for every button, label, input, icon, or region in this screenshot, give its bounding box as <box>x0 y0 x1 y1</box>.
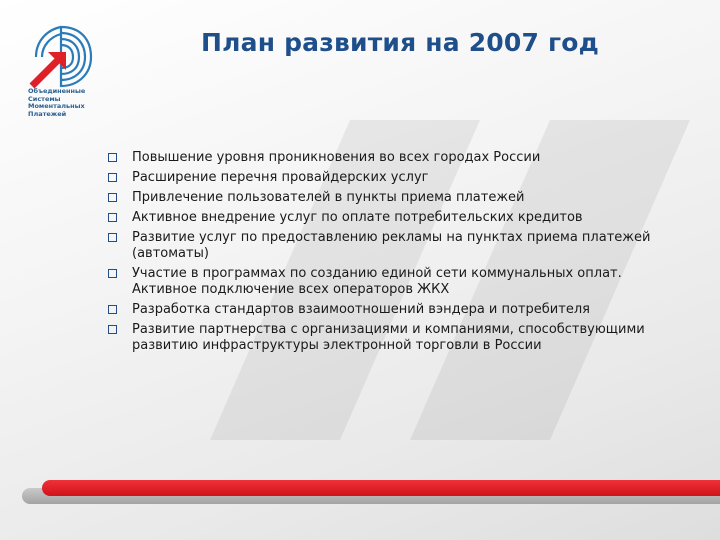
list-item-text: Разработка стандартов взаимоотношений вэндера и потребителя <box>132 302 590 317</box>
company-logo <box>26 22 96 92</box>
list-item-text: Развитие партнерства с организациями и компаниями, способствующими развитию инфраструктуры электронной торговли в России <box>132 322 645 353</box>
logo-line: Моментальных <box>28 102 85 110</box>
checkbox-bullet-icon <box>108 173 117 182</box>
list-item <box>108 150 678 166</box>
list-item <box>108 266 678 298</box>
checkbox-bullet-icon <box>108 305 117 314</box>
logo-line: Объединенные <box>28 87 86 95</box>
list-item <box>108 322 678 354</box>
checkbox-bullet-icon <box>108 193 117 202</box>
list-item-text: Привлечение пользователей в пункты приема платежей <box>132 190 525 205</box>
list-item <box>108 170 678 186</box>
checkbox-bullet-icon <box>108 153 117 162</box>
list-item <box>108 210 678 226</box>
footer-red-bar <box>42 480 720 496</box>
list-item-text: Активное внедрение услуг по оплате потребительских кредитов <box>132 210 583 225</box>
list-item <box>108 302 678 318</box>
logo-line: Системы <box>28 94 61 103</box>
checkbox-bullet-icon <box>108 325 117 334</box>
list-item-text: Развитие услуг по предоставлению рекламы на пунктах приема платежей (автоматы) <box>132 230 651 261</box>
checkbox-bullet-icon <box>108 269 117 278</box>
list-item-text: Повышение уровня проникновения во всех городах России <box>132 150 541 165</box>
list-item <box>108 190 678 206</box>
list-item-text: Участие в программах по созданию единой сети коммунальных оплат. Активное подключение всех операторов ЖКХ <box>132 266 622 297</box>
logo-caption <box>28 88 98 118</box>
logo-line: Платежей <box>28 109 67 118</box>
plan-list <box>108 150 678 358</box>
slide-title: План развития на 2007 год <box>200 28 600 57</box>
list-item-text: Расширение перечня провайдерских услуг <box>132 170 429 185</box>
list-item <box>108 230 678 262</box>
checkbox-bullet-icon <box>108 213 117 222</box>
checkbox-bullet-icon <box>108 233 117 242</box>
